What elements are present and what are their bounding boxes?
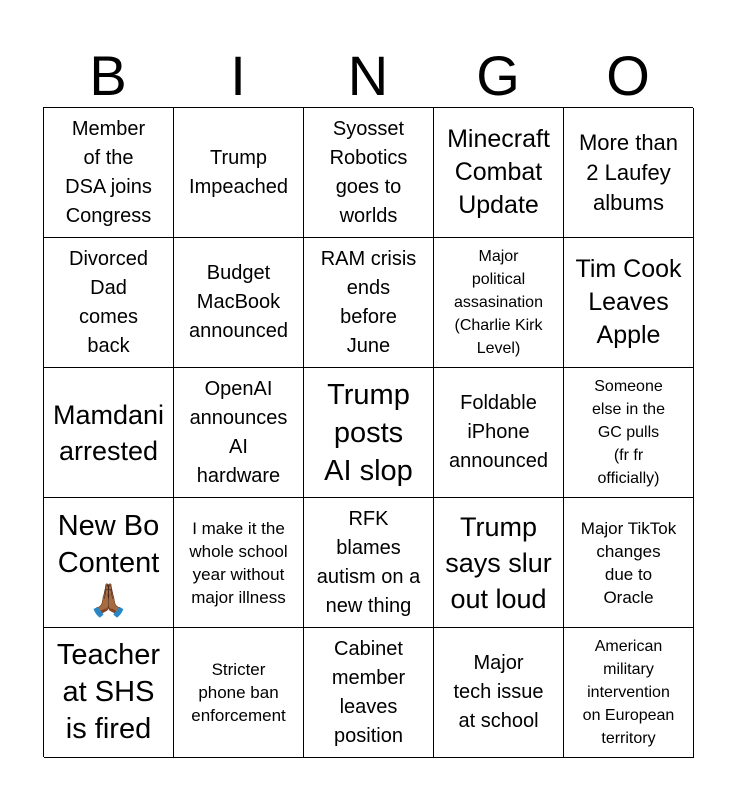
cell-text: I make it the whole school year without major illness: [189, 518, 288, 607]
cell-text: Major political assasination (Charlie Kirk Level): [454, 248, 543, 357]
cell-text: Foldable iPhone announced: [449, 392, 548, 472]
header-letter-b: B: [89, 44, 127, 107]
header-letter-i: I: [230, 44, 246, 107]
bingo-cell[interactable]: [564, 498, 694, 628]
cell-text: Trump posts AI slop: [324, 378, 413, 487]
bingo-cell[interactable]: [564, 368, 694, 498]
cell-text: Trump says slur out loud: [445, 511, 552, 614]
bingo-cell[interactable]: [44, 498, 174, 628]
bingo-cell[interactable]: [304, 238, 434, 368]
bingo-header: [43, 44, 693, 108]
cell-text: OpenAI announces AI hardware: [189, 377, 288, 487]
bingo-cell[interactable]: [564, 108, 694, 238]
cell-text: Cabinet member leaves position: [331, 637, 406, 747]
cell-text: Budget MacBook announced: [189, 262, 288, 342]
cell-text: Mamdani arrested: [52, 399, 165, 466]
bingo-cell[interactable]: [304, 108, 434, 238]
header-letter-o: O: [606, 44, 650, 107]
bingo-cell[interactable]: [434, 108, 564, 238]
cell-text: American military intervention on European territory: [582, 638, 675, 747]
header-letter-n: N: [347, 44, 389, 107]
cell-text: Tim Cook Leaves Apple: [575, 255, 682, 349]
bingo-cell[interactable]: [174, 628, 304, 758]
bingo-cell[interactable]: [564, 628, 694, 758]
cell-text: Someone else in the GC pulls (fr fr officially): [592, 378, 665, 487]
header-letter-g: G: [476, 44, 520, 107]
cell-text: RAM crisis ends before June: [320, 247, 417, 357]
bingo-cell[interactable]: [434, 368, 564, 498]
cell-text: Member of the DSA joins Congress: [65, 117, 152, 227]
bingo-cell[interactable]: [174, 498, 304, 628]
cell-text: Major TikTok changes due to Oracle: [580, 518, 677, 607]
cell-text: New Bo Content: [57, 509, 160, 579]
bingo-cell[interactable]: [434, 628, 564, 758]
cell-text: Trump Impeached: [189, 146, 288, 198]
bingo-cell[interactable]: [44, 238, 174, 368]
cell-text: Minecraft Combat Update: [447, 125, 550, 219]
cell-text: Stricter phone ban enforcement: [191, 660, 286, 725]
cell-text: More than 2 Laufey albums: [578, 129, 679, 215]
praying-hands-icon: 🙏🏾: [88, 581, 129, 618]
bingo-cell[interactable]: [174, 108, 304, 238]
bingo-cell[interactable]: [434, 238, 564, 368]
bingo-cell[interactable]: [44, 108, 174, 238]
cell-text: Divorced Dad comes back: [69, 247, 148, 357]
bingo-cell[interactable]: [44, 628, 174, 758]
bingo-cell[interactable]: [174, 238, 304, 368]
cell-text: Syosset Robotics goes to worlds: [329, 117, 408, 227]
bingo-cell[interactable]: [174, 368, 304, 498]
cell-text: Teacher at SHS is fired: [56, 639, 161, 745]
cell-text: RFK blames autism on a new thing: [316, 507, 421, 617]
bingo-cell[interactable]: [44, 368, 174, 498]
cell-text: Major tech issue at school: [453, 652, 544, 732]
bingo-cell[interactable]: [564, 238, 694, 368]
bingo-cell[interactable]: [304, 628, 434, 758]
bingo-cell[interactable]: [434, 498, 564, 628]
bingo-cell[interactable]: [304, 368, 434, 498]
bingo-cell[interactable]: [304, 498, 434, 628]
bingo-board: [43, 107, 693, 757]
